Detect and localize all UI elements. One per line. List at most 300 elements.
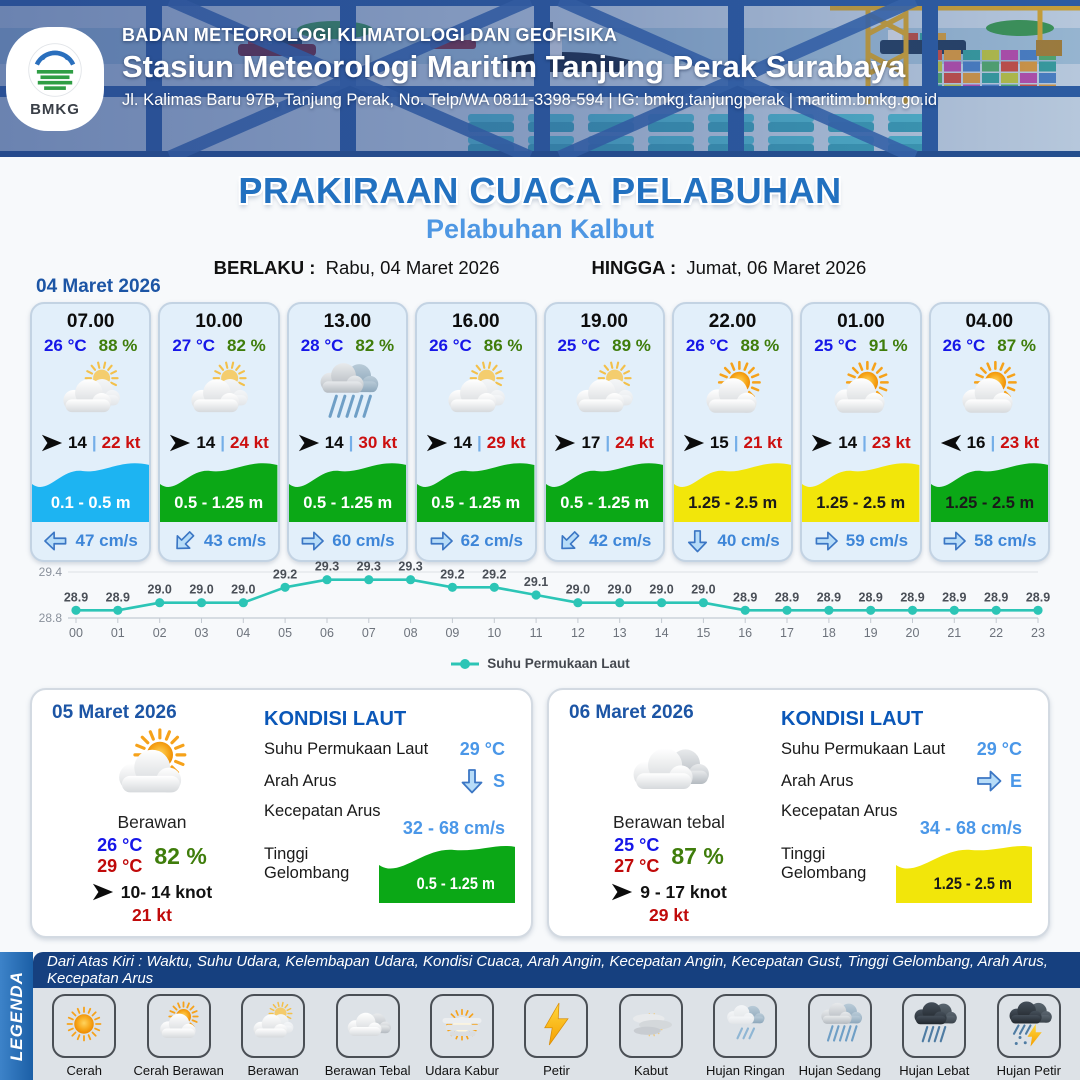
kec-label: Kecepatan Arus — [781, 802, 898, 820]
wave-height-band — [32, 458, 149, 522]
svg-text:28.9: 28.9 — [858, 590, 883, 605]
daily-wind-range: 9 - 17 knot — [640, 881, 727, 902]
forecast-card — [30, 302, 151, 562]
weather-icon — [931, 358, 1048, 428]
legend-item-label: Hujan Petir — [996, 1063, 1061, 1078]
wave-label: Tinggi Gelombang — [264, 845, 350, 882]
wind-direction-icon — [683, 432, 705, 454]
svg-text:07: 07 — [361, 626, 376, 640]
wind-speed: 16 — [966, 433, 986, 452]
daily-temps — [97, 835, 207, 877]
current-speed: 43 cm/s — [203, 531, 267, 550]
legend-item-label: Kabut — [633, 1063, 668, 1078]
daily-weather-column — [569, 702, 769, 926]
humidity: 88 % — [740, 336, 780, 355]
wind-speed: 14 — [67, 433, 87, 452]
wind-row — [160, 428, 277, 458]
daily-humidity: 87 % — [671, 842, 724, 869]
daily-wind-range: 10- 14 knot — [120, 881, 213, 902]
air-temperature: 26 °C — [43, 336, 87, 355]
wave-height-band — [379, 841, 516, 903]
forecast-temps — [546, 336, 663, 356]
forecast-card — [544, 302, 665, 562]
air-temperature: 26 °C — [429, 336, 472, 355]
sea-condition-title: KONDISI LAUT — [781, 708, 924, 730]
legend-item — [793, 994, 887, 1080]
current-direction-row — [264, 769, 515, 793]
wave-height-band — [931, 458, 1048, 522]
air-temperature: 26 °C — [942, 336, 986, 355]
legend-weather-icon — [816, 1000, 864, 1053]
svg-text:28.8: 28.8 — [38, 611, 62, 625]
legend-marker-icon — [450, 658, 480, 670]
forecast-card — [672, 302, 793, 562]
legend-icon-box — [808, 994, 872, 1058]
svg-text:29.0: 29.0 — [649, 582, 674, 597]
wave-height-label: 1.25 - 2.5 m — [688, 492, 777, 513]
svg-text:12: 12 — [570, 626, 585, 640]
wind-row — [417, 428, 534, 458]
legend-items — [33, 988, 1080, 1080]
legend-icon-box — [713, 994, 777, 1058]
sea-condition-column — [264, 702, 515, 926]
svg-text:11: 11 — [529, 626, 543, 640]
current-direction-icon — [43, 530, 68, 552]
wind-direction-icon — [426, 432, 448, 454]
wind-row — [802, 428, 919, 458]
svg-text:05: 05 — [278, 626, 293, 640]
current-direction-icon — [976, 769, 1002, 793]
svg-text:15: 15 — [696, 626, 711, 640]
legend-item-label: Hujan Ringan — [706, 1063, 785, 1078]
forecast-cards-row — [30, 302, 1050, 562]
wave-height-band — [802, 458, 919, 522]
chart-legend — [0, 656, 1080, 671]
svg-text:20: 20 — [905, 626, 920, 640]
arah-label: Arah Arus — [781, 771, 854, 790]
legend-weather-icon — [1005, 1000, 1053, 1053]
wind-speed: 15 — [709, 433, 729, 452]
daily-wind-row — [611, 881, 727, 903]
wave-label: Tinggi Gelombang — [781, 845, 867, 882]
port-name: Pelabuhan Kalbut — [425, 214, 655, 244]
wind-direction-icon — [41, 432, 63, 454]
legend-icon-box — [147, 994, 211, 1058]
current-speed-value: 32 - 68 cm/s — [402, 818, 505, 838]
legend-icon-box — [336, 994, 400, 1058]
legend-item — [698, 994, 792, 1080]
sst-chart — [28, 552, 1052, 653]
legend-item-label: Petir — [543, 1063, 570, 1078]
legend-icon-box — [52, 994, 116, 1058]
wind-direction-icon — [811, 432, 833, 454]
legend-weather-icon — [344, 1000, 392, 1053]
svg-text:29.2: 29.2 — [482, 567, 507, 582]
humidity: 91 % — [868, 336, 908, 355]
air-temperature: 27 °C — [172, 336, 216, 355]
current-speed: 58 cm/s — [974, 531, 1037, 550]
sst-label: Suhu Permukaan Laut — [781, 740, 946, 758]
wind-direction-icon — [92, 881, 114, 903]
humidity: 82 % — [355, 336, 395, 355]
svg-text:02: 02 — [152, 626, 167, 640]
humidity: 82 % — [227, 336, 266, 355]
svg-text:19: 19 — [863, 626, 878, 640]
forecast-time: 07.00 — [66, 311, 115, 332]
station-name: Stasiun Meteorologi Maritim Tanjung Perak Surabaya — [122, 49, 906, 84]
current-direction-icon — [460, 768, 484, 794]
header-text — [122, 25, 937, 110]
legend-weather-icon — [249, 1000, 297, 1053]
svg-text:28.9: 28.9 — [816, 590, 842, 605]
forecast-temps — [289, 336, 406, 356]
wave-height-label: 0.1 - 0.5 m — [50, 492, 131, 513]
forecast-card — [287, 302, 408, 562]
forecast-date-label: 04 Maret 2026 — [36, 276, 161, 297]
wave-height-band — [674, 458, 791, 522]
weather-icon — [546, 358, 663, 428]
current-direction-row — [781, 769, 1032, 793]
svg-text:10: 10 — [487, 626, 502, 640]
legend-weather-icon — [60, 1000, 108, 1053]
svg-text:06: 06 — [320, 626, 334, 640]
legend-weather-icon — [721, 1000, 769, 1053]
current-speed-value: 34 - 68 cm/s — [919, 818, 1022, 838]
forecast-temps — [931, 336, 1048, 356]
legend-note: Dari Atas Kiri : Waktu, Suhu Udara, Kelembapan Udara, Kondisi Cuaca, Arah Angin, Kecepatan Angin, Kecepatan Gust, Tinggi Gelombang, Arah Arus, Kecepatan Arus — [33, 952, 1080, 988]
svg-text:23: 23 — [1031, 626, 1045, 640]
forecast-card — [415, 302, 536, 562]
daily-weather-icon — [110, 724, 194, 812]
berlaku-value: Rabu, 04 Maret 2026 — [325, 257, 500, 278]
title-block — [0, 160, 1080, 279]
wind-gust: 30 kt — [358, 433, 398, 452]
svg-text:08: 08 — [403, 626, 418, 640]
chart-legend-label: Suhu Permukaan Laut — [487, 656, 630, 671]
svg-text:28.9: 28.9 — [733, 590, 758, 605]
weather-icon — [32, 358, 149, 428]
svg-text:28.9: 28.9 — [942, 590, 967, 605]
wind-direction-icon — [554, 432, 576, 454]
forecast-time: 22.00 — [708, 311, 757, 332]
current-direction-letter: E — [1009, 770, 1022, 791]
svg-text:28.9: 28.9 — [63, 590, 89, 605]
hingga-group — [591, 257, 866, 279]
wave-height-row — [781, 845, 1032, 903]
legend-weather-icon — [910, 1000, 958, 1053]
wind-speed: 14 — [453, 433, 473, 452]
wind-direction-icon — [611, 881, 633, 903]
current-speed: 62 cm/s — [460, 531, 523, 550]
daily-wind-row — [92, 881, 212, 903]
kec-label: Kecepatan Arus — [264, 802, 381, 820]
wind-separator: | — [862, 433, 867, 452]
daily-temp-max: 29 °C — [97, 856, 143, 876]
wind-row — [289, 428, 406, 458]
forecast-temps — [160, 336, 277, 356]
wind-gust: 24 kt — [615, 433, 654, 452]
daily-temps — [614, 835, 724, 877]
legend-icon-box — [997, 994, 1061, 1058]
svg-text:29.2: 29.2 — [440, 567, 465, 582]
legend-item-label: Berawan Tebal — [324, 1063, 411, 1078]
svg-text:29.0: 29.0 — [147, 582, 172, 597]
weather-icon — [417, 358, 534, 428]
legend-item — [415, 994, 509, 1080]
legend-vertical-label: LEGENDA — [6, 970, 26, 1062]
wind-direction-icon — [169, 432, 191, 454]
berlaku-group — [214, 257, 500, 279]
legend-section — [0, 952, 1080, 1080]
forecast-time: 19.00 — [580, 311, 628, 332]
sst-value: 29 °C — [976, 739, 1022, 759]
svg-text:29.0: 29.0 — [691, 582, 716, 597]
wave-height-label: 0.5 - 1.25 m — [431, 492, 521, 513]
wind-row — [674, 428, 791, 458]
wind-gust: 23 kt — [1000, 433, 1040, 452]
svg-text:16: 16 — [738, 626, 753, 640]
legend-icon-box — [619, 994, 683, 1058]
weather-icon — [289, 358, 406, 428]
air-temperature: 25 °C — [814, 336, 857, 355]
daily-humidity: 82 % — [154, 842, 207, 869]
humidity: 87 % — [997, 336, 1037, 355]
forecast-temps — [802, 336, 919, 356]
wind-separator: | — [990, 433, 996, 452]
legend-icon-box — [524, 994, 588, 1058]
svg-text:21: 21 — [947, 626, 962, 640]
current-direction-icon — [429, 530, 454, 552]
sea-condition-title: KONDISI LAUT — [264, 708, 407, 730]
legend-item-label: Cerah Berawan — [133, 1063, 224, 1078]
forecast-card — [800, 302, 921, 562]
wind-separator: | — [91, 433, 97, 452]
current-direction-letter: S — [492, 770, 505, 791]
svg-text:28.9: 28.9 — [774, 590, 800, 605]
legend-weather-icon — [438, 1000, 486, 1053]
current-speed: 60 cm/s — [332, 531, 395, 550]
svg-text:29.4: 29.4 — [38, 565, 62, 579]
wind-row — [546, 428, 663, 458]
forecast-time: 01.00 — [837, 311, 885, 332]
wind-separator: | — [220, 433, 226, 452]
svg-text:29.0: 29.0 — [607, 582, 632, 597]
daily-temp-min: 25 °C — [614, 835, 660, 855]
legend-weather-icon — [627, 1000, 675, 1053]
legend-item — [131, 994, 225, 1080]
wave-height-band — [289, 458, 406, 522]
legend-item — [226, 994, 320, 1080]
legend-item-label: Udara Kabur — [425, 1063, 499, 1078]
sst-chart-plot — [28, 552, 1052, 648]
daily-date: 05 Maret 2026 — [52, 702, 177, 723]
legend-vertical-band — [0, 952, 33, 1080]
wave-height-band — [546, 458, 663, 522]
validity-row — [0, 257, 1080, 279]
wave-height-row — [264, 845, 515, 903]
svg-text:29.0: 29.0 — [231, 582, 256, 597]
forecast-card — [929, 302, 1050, 562]
daily-temp-max: 27 °C — [614, 856, 660, 876]
wave-height-label: 0.5 - 1.25 m — [416, 875, 495, 894]
legend-item — [509, 994, 603, 1080]
daily-gust: 29 kt — [649, 905, 689, 925]
current-speed: 42 cm/s — [588, 531, 652, 550]
current-direction-icon — [942, 530, 967, 552]
wave-height-label: 1.25 - 2.5 m — [944, 492, 1034, 513]
wind-speed: 17 — [581, 433, 601, 452]
legend-body — [33, 988, 1080, 1080]
svg-text:29.1: 29.1 — [523, 575, 549, 589]
sea-condition-column — [781, 702, 1032, 926]
wind-speed: 14 — [838, 433, 858, 452]
svg-text:14: 14 — [654, 626, 669, 640]
legend-item-label: Berawan — [247, 1063, 299, 1078]
daily-gust: 21 kt — [132, 905, 172, 925]
daily-card — [30, 688, 533, 938]
wind-speed: 14 — [196, 433, 216, 452]
wave-height-label: 0.5 - 1.25 m — [559, 492, 649, 513]
svg-text:28.9: 28.9 — [1025, 590, 1051, 605]
legend-icon-box — [241, 994, 305, 1058]
current-direction-icon — [300, 530, 325, 552]
air-temperature: 25 °C — [557, 336, 601, 355]
daily-summary-row — [30, 688, 1050, 938]
bmkg-logo — [6, 27, 104, 131]
wave-height-band — [896, 841, 1033, 903]
forecast-time: 04.00 — [965, 311, 1014, 332]
legend-item — [37, 994, 131, 1080]
weather-icon — [160, 358, 277, 428]
svg-text:18: 18 — [821, 626, 836, 640]
wind-speed: 14 — [324, 433, 344, 452]
wind-gust: 21 kt — [743, 433, 783, 452]
air-temperature: 26 °C — [685, 336, 729, 355]
svg-text:01: 01 — [110, 626, 125, 640]
forecast-time: 13.00 — [323, 311, 372, 332]
forecast-temps — [417, 336, 534, 356]
svg-text:29.0: 29.0 — [565, 582, 591, 597]
daily-weather-column — [52, 702, 252, 926]
legend-item — [887, 994, 981, 1080]
wind-row — [931, 428, 1048, 458]
sst-value: 29 °C — [459, 739, 505, 759]
wind-direction-icon — [940, 432, 962, 454]
wind-separator: | — [348, 433, 354, 452]
wind-gust: 22 kt — [101, 433, 141, 452]
wind-separator: | — [477, 433, 482, 452]
wind-row — [32, 428, 149, 458]
daily-temp-min: 26 °C — [97, 835, 143, 855]
legend-item — [320, 994, 414, 1080]
svg-text:29.2: 29.2 — [272, 567, 298, 582]
weather-icon — [802, 358, 919, 428]
forecast-card — [158, 302, 279, 562]
svg-text:00: 00 — [69, 626, 83, 640]
berlaku-label: BERLAKU : — [213, 257, 316, 278]
svg-text:28.9: 28.9 — [105, 590, 130, 605]
svg-text:22: 22 — [989, 626, 1004, 640]
current-direction-icon — [687, 529, 709, 554]
page-title: PRAKIRAAN CUACA PELABUHAN — [238, 170, 842, 211]
legend-icon-box — [902, 994, 966, 1058]
svg-text:28.9: 28.9 — [984, 590, 1009, 605]
wind-direction-icon — [298, 432, 320, 454]
weather-icon — [674, 358, 791, 428]
forecast-time: 10.00 — [195, 311, 243, 332]
wind-gust: 23 kt — [871, 433, 911, 452]
daily-condition: Berawan — [117, 812, 187, 832]
svg-text:13: 13 — [612, 626, 627, 640]
wave-height-band — [160, 458, 277, 522]
legend-item-label: Hujan Sedang — [798, 1063, 882, 1078]
agency-name: BADAN METEOROLOGI KLIMATOLOGI DAN GEOFISIKA — [122, 25, 618, 45]
wind-separator: | — [733, 433, 739, 452]
current-speed: 40 cm/s — [717, 531, 780, 550]
hingga-label: HINGGA : — [591, 257, 677, 278]
humidity: 88 % — [98, 336, 138, 355]
daily-date: 06 Maret 2026 — [569, 702, 694, 723]
svg-text:29.3: 29.3 — [314, 559, 340, 574]
sst-row — [264, 739, 515, 760]
legend-item — [982, 994, 1076, 1080]
bmkg-emblem-icon — [26, 41, 84, 99]
wind-gust: 24 kt — [230, 433, 269, 452]
forecast-temps — [674, 336, 791, 356]
sst-label: Suhu Permukaan Laut — [264, 740, 429, 758]
wave-height-label: 1.25 - 2.5 m — [933, 875, 1012, 894]
svg-text:09: 09 — [445, 626, 460, 640]
daily-condition: Berawan tebal — [613, 812, 725, 832]
legend-weather-icon — [155, 1000, 203, 1053]
wind-gust: 29 kt — [486, 433, 526, 452]
current-speed: 47 cm/s — [75, 531, 138, 550]
arah-label: Arah Arus — [264, 771, 337, 790]
legend-item — [604, 994, 698, 1080]
air-temperature: 28 °C — [300, 336, 344, 355]
svg-text:29.0: 29.0 — [189, 582, 214, 597]
daily-card — [547, 688, 1050, 938]
wave-height-label: 1.25 - 2.5 m — [816, 492, 906, 513]
daily-weather-icon — [627, 724, 711, 812]
header-banner — [0, 0, 1080, 157]
station-address: Jl. Kalimas Baru 97B, Tanjung Perak, No. Telp/WA 0811-3398-594 | IG: bmkg.tanjungperak | maritim.bmkg.go.id — [122, 91, 938, 109]
wave-height-band — [417, 458, 534, 522]
legend-item-label: Hujan Lebat — [899, 1063, 970, 1078]
wind-separator: | — [605, 433, 611, 452]
humidity: 89 % — [612, 336, 651, 355]
svg-text:03: 03 — [194, 626, 209, 640]
current-speed: 59 cm/s — [845, 531, 909, 550]
svg-text:04: 04 — [236, 626, 251, 640]
forecast-temps — [32, 336, 149, 356]
current-direction-icon — [814, 530, 839, 552]
hingga-value: Jumat, 06 Maret 2026 — [686, 257, 867, 278]
legend-item-label: Cerah — [66, 1063, 102, 1078]
wave-height-label: 0.5 - 1.25 m — [174, 492, 264, 513]
wave-height-label: 0.5 - 1.25 m — [303, 492, 392, 513]
legend-weather-icon — [532, 1000, 580, 1053]
svg-text:17: 17 — [780, 626, 794, 640]
svg-text:29.3: 29.3 — [356, 559, 381, 574]
sst-row — [781, 739, 1032, 760]
forecast-time: 16.00 — [452, 311, 500, 332]
svg-text:28.9: 28.9 — [900, 590, 925, 605]
bmkg-logo-text: BMKG — [30, 100, 80, 118]
legend-icon-box — [430, 994, 494, 1058]
humidity: 86 % — [483, 336, 523, 355]
svg-text:29.3: 29.3 — [398, 559, 423, 574]
